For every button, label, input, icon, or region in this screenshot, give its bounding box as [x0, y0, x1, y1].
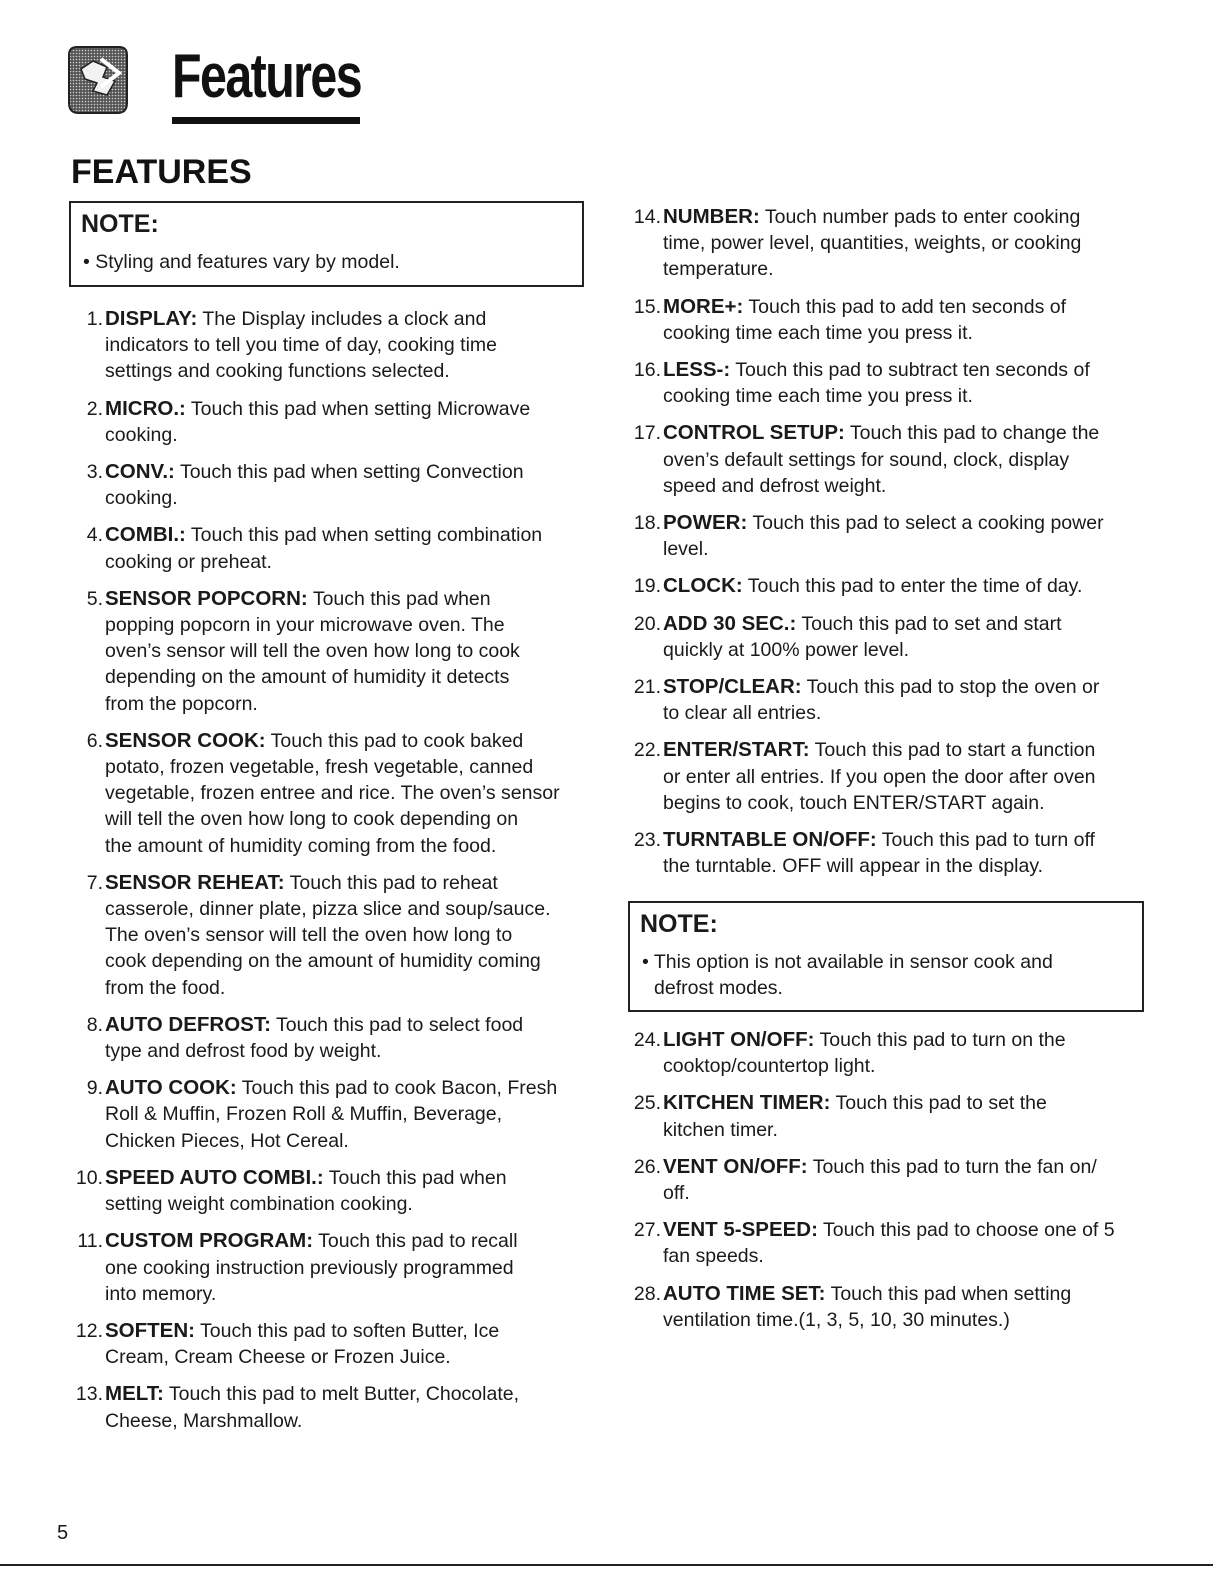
item-number: 9.	[86, 1077, 103, 1100]
feature-item	[71, 1318, 591, 1370]
item-line	[105, 870, 591, 896]
item-line	[663, 737, 1149, 763]
item-text: Touch this pad to turn off	[876, 829, 1095, 852]
item-number: 26.	[633, 1155, 661, 1178]
item-number: 5.	[86, 587, 103, 610]
item-line	[663, 611, 1149, 637]
item-number: 25.	[633, 1092, 661, 1115]
item-line	[663, 1027, 1149, 1053]
item-number: 2.	[86, 397, 103, 420]
item-line	[105, 396, 591, 422]
item-line: type and defrost food by weight.	[105, 1040, 382, 1063]
item-line: speed and defrost weight.	[663, 474, 887, 497]
feature-item	[71, 306, 591, 385]
page-number: 5	[57, 1522, 69, 1544]
item-label: MORE+:	[663, 294, 744, 318]
item-line: level.	[663, 538, 709, 561]
item-number: 19.	[633, 575, 661, 598]
feature-item	[71, 586, 591, 717]
item-text: Touch this pad to set and start	[796, 612, 1062, 635]
item-line	[663, 1217, 1149, 1243]
item-line	[105, 1075, 591, 1101]
item-line: time, power level, quantities, weights, or cooking	[663, 232, 1082, 255]
item-label: MICRO.:	[105, 396, 186, 420]
item-line: Chicken Pieces, Hot Cereal.	[105, 1129, 349, 1152]
note-box	[69, 201, 584, 287]
item-text: Touch this pad to add ten seconds of	[743, 295, 1067, 318]
feature-item	[71, 1381, 591, 1433]
bottom-rule	[0, 1564, 1213, 1566]
item-line: Roll & Muffin, Frozen Roll & Muffin, Beverage,	[105, 1103, 503, 1126]
item-line	[663, 1281, 1149, 1307]
item-line: cooking.	[105, 487, 178, 510]
item-line	[663, 1154, 1149, 1180]
item-line	[105, 1012, 591, 1038]
feature-item	[71, 870, 591, 1001]
item-line	[663, 420, 1149, 446]
item-number: 28.	[633, 1282, 661, 1305]
feature-item	[629, 357, 1149, 409]
item-number: 6.	[86, 729, 103, 752]
feature-item	[629, 510, 1149, 562]
item-line: oven’s default settings for sound, clock, display	[663, 448, 1070, 471]
item-text: Touch this pad when setting combination	[185, 524, 543, 547]
item-line	[663, 357, 1149, 383]
item-line: cooking or preheat.	[105, 550, 272, 573]
item-text: Touch number pads to enter cooking	[759, 206, 1081, 228]
feature-item	[71, 1228, 591, 1307]
item-label: AUTO DEFROST:	[105, 1012, 271, 1036]
item-text: Touch this pad to turn on the	[814, 1029, 1066, 1051]
item-line	[663, 1090, 1149, 1116]
item-number: 18.	[633, 512, 661, 535]
item-line: will tell the oven how long to cook depending on	[105, 808, 519, 831]
item-line: the amount of humidity coming from the food.	[105, 834, 497, 857]
note-text: • Styling and features vary by model.	[83, 251, 400, 273]
feature-list-right-top	[629, 204, 1149, 890]
item-label: SPEED AUTO COMBI.:	[105, 1165, 324, 1189]
item-label: AUTO TIME SET:	[663, 1281, 826, 1305]
item-text: Touch this pad to recall	[313, 1230, 518, 1253]
item-line: from the popcorn.	[105, 692, 258, 715]
feature-list-left	[71, 306, 591, 1445]
feature-item	[629, 573, 1149, 599]
item-line: indicators to tell you time of day, cooking time	[105, 334, 497, 357]
item-number: 3.	[86, 461, 103, 484]
item-label: SOFTEN:	[105, 1318, 195, 1342]
item-label: CUSTOM PROGRAM:	[105, 1229, 314, 1253]
item-label: COMBI.:	[105, 523, 186, 547]
feature-list-right-bottom	[629, 1027, 1149, 1344]
item-line: The oven’s sensor will tell the oven how long to	[105, 924, 513, 947]
item-line: Cream, Cream Cheese or Frozen Juice.	[105, 1346, 451, 1369]
item-label: LESS-:	[663, 358, 731, 382]
item-line	[105, 459, 591, 485]
item-line: fan speeds.	[663, 1245, 764, 1268]
item-line: cooking time each time you press it.	[663, 385, 973, 408]
item-line: cooking time each time you press it.	[663, 321, 973, 344]
item-label: SENSOR COOK:	[105, 728, 266, 752]
feature-item	[629, 420, 1149, 499]
feature-item	[629, 294, 1149, 346]
item-text: The Display includes a clock and	[197, 308, 487, 330]
page-title: Features	[172, 42, 362, 111]
item-text: Touch this pad when setting Convection	[174, 461, 524, 484]
item-label: ENTER/START:	[663, 738, 810, 762]
item-line: off.	[663, 1182, 690, 1205]
item-text: Touch this pad to stop the oven or	[801, 676, 1100, 699]
item-line: begins to cook, touch ENTER/START again.	[663, 791, 1045, 814]
item-text: Touch this pad to reheat	[284, 871, 498, 894]
item-line: potato, frozen vegetable, fresh vegetable, canned	[105, 756, 534, 779]
item-line: depending on the amount of humidity it detects	[105, 666, 510, 689]
feature-item	[629, 1090, 1149, 1142]
item-line	[105, 522, 591, 548]
item-line	[663, 510, 1149, 536]
item-text: Touch this pad to enter the time of day.	[742, 575, 1083, 598]
item-text: Touch this pad when setting Microwave	[185, 397, 531, 420]
note-title: NOTE:	[640, 910, 718, 938]
item-line: or enter all entries. If you open the door after oven	[663, 765, 1096, 788]
note-box	[628, 901, 1144, 1012]
feature-item	[629, 1281, 1149, 1333]
item-line: one cooking instruction previously programmed	[105, 1256, 514, 1279]
item-label: ADD 30 SEC.:	[663, 611, 797, 635]
item-line: Cheese, Marshmallow.	[105, 1409, 303, 1432]
item-line	[663, 294, 1149, 320]
item-text: Touch this pad to subtract ten seconds of	[730, 359, 1090, 382]
title-underline	[172, 117, 360, 124]
item-number: 10.	[75, 1166, 103, 1189]
item-number: 24.	[633, 1029, 661, 1051]
item-line	[663, 827, 1149, 853]
feature-item	[71, 728, 591, 859]
item-number: 27.	[633, 1219, 661, 1242]
item-number: 1.	[86, 308, 103, 330]
item-text: Touch this pad when	[307, 587, 491, 610]
item-label: VENT ON/OFF:	[663, 1154, 808, 1178]
item-number: 12.	[75, 1319, 103, 1342]
item-text: Touch this pad to select a cooking power	[747, 512, 1104, 535]
item-text: Touch this pad to set the	[830, 1092, 1047, 1115]
item-label: STOP/CLEAR:	[663, 675, 802, 699]
item-line	[105, 1165, 591, 1191]
feature-item	[629, 1217, 1149, 1269]
item-text: Touch this pad to cook Bacon, Fresh	[236, 1077, 558, 1100]
item-label: TURNTABLE ON/OFF:	[663, 828, 877, 852]
item-text: Touch this pad to start a function	[809, 739, 1096, 762]
item-text: Touch this pad to change the	[844, 422, 1100, 445]
microwave-logo-icon	[63, 43, 133, 118]
item-line	[105, 1228, 591, 1254]
item-line	[105, 728, 591, 754]
item-line: from the food.	[105, 976, 226, 999]
feature-item	[71, 459, 591, 511]
item-line: settings and cooking functions selected.	[105, 360, 450, 383]
item-label: SENSOR REHEAT:	[105, 870, 285, 894]
item-line: cook depending on the amount of humidity coming	[105, 950, 541, 973]
item-text: Touch this pad to cook baked	[265, 729, 524, 752]
item-label: SENSOR POPCORN:	[105, 586, 308, 610]
feature-item	[629, 827, 1149, 879]
item-line: kitchen timer.	[663, 1118, 778, 1141]
item-line: the turntable. OFF will appear in the display.	[663, 855, 1044, 878]
item-number: 13.	[75, 1383, 103, 1406]
item-number: 11.	[77, 1230, 103, 1253]
item-number: 22.	[633, 739, 661, 762]
feature-item	[629, 611, 1149, 663]
item-label: CLOCK:	[663, 574, 743, 598]
item-text: Touch this pad to soften Butter, Ice	[194, 1319, 500, 1342]
item-number: 17.	[633, 422, 661, 445]
item-number: 8.	[86, 1013, 103, 1036]
item-line: casserole, dinner plate, pizza slice and soup/sauce.	[105, 898, 551, 921]
item-text: Touch this pad to melt Butter, Chocolate,	[163, 1383, 520, 1406]
feature-item	[629, 1154, 1149, 1206]
feature-item	[629, 674, 1149, 726]
item-line: ventilation time.(1, 3, 5, 10, 30 minutes.)	[663, 1308, 1010, 1331]
item-number: 14.	[633, 206, 661, 228]
item-text: Touch this pad to choose one of 5	[817, 1219, 1115, 1242]
item-label: AUTO COOK:	[105, 1076, 237, 1100]
note-text-line: defrost modes.	[654, 977, 783, 999]
item-number: 16.	[633, 359, 661, 382]
item-line	[105, 586, 591, 612]
item-line: cooking.	[105, 423, 178, 446]
item-line: to clear all entries.	[663, 702, 822, 725]
item-label: KITCHEN TIMER:	[663, 1091, 831, 1115]
item-line: vegetable, frozen entree and rice. The oven’s sensor	[105, 782, 560, 805]
item-label: CONV.:	[105, 460, 175, 484]
item-line	[105, 306, 591, 332]
item-number: 20.	[633, 612, 661, 635]
item-number: 23.	[633, 829, 661, 852]
item-line: into memory.	[105, 1282, 217, 1305]
feature-item	[71, 1012, 591, 1064]
item-line: oven’s sensor will tell the oven how long to cook	[105, 640, 520, 663]
note-text	[642, 949, 1053, 1001]
item-line: quickly at 100% power level.	[663, 638, 910, 661]
feature-item	[71, 522, 591, 574]
item-text: Touch this pad to select food	[270, 1013, 524, 1036]
feature-item	[71, 396, 591, 448]
item-label: POWER:	[663, 511, 748, 535]
item-number: 7.	[86, 871, 103, 894]
item-line	[663, 204, 1149, 230]
feature-item	[629, 737, 1149, 816]
item-label: CONTROL SETUP:	[663, 421, 845, 445]
item-text: Touch this pad to turn the fan on/	[807, 1155, 1097, 1178]
item-line: temperature.	[663, 258, 774, 281]
item-label: MELT:	[105, 1382, 164, 1406]
section-heading: FEATURES	[71, 153, 252, 191]
note-text-line: • This option is not available in sensor cook and	[642, 951, 1053, 973]
feature-item	[629, 204, 1149, 283]
feature-item	[629, 1027, 1149, 1079]
feature-item	[71, 1165, 591, 1217]
item-number: 15.	[633, 295, 661, 318]
item-number: 4.	[86, 524, 103, 547]
item-line	[105, 1381, 591, 1407]
item-line	[663, 573, 1149, 599]
item-line: popping popcorn in your microwave oven. The	[105, 614, 505, 637]
item-text: Touch this pad when	[323, 1166, 507, 1189]
note-title: NOTE:	[81, 210, 159, 238]
item-number: 21.	[633, 676, 661, 699]
item-text: Touch this pad when setting	[825, 1282, 1072, 1305]
item-line	[663, 674, 1149, 700]
item-line: setting weight combination cooking.	[105, 1193, 413, 1216]
item-line: cooktop/countertop light.	[663, 1055, 876, 1078]
item-label: VENT 5-SPEED:	[663, 1218, 818, 1242]
item-line	[105, 1318, 591, 1344]
feature-item	[71, 1075, 591, 1154]
item-label: LIGHT ON/OFF:	[663, 1028, 815, 1051]
item-label: NUMBER:	[663, 205, 760, 228]
item-label: DISPLAY:	[105, 307, 198, 330]
